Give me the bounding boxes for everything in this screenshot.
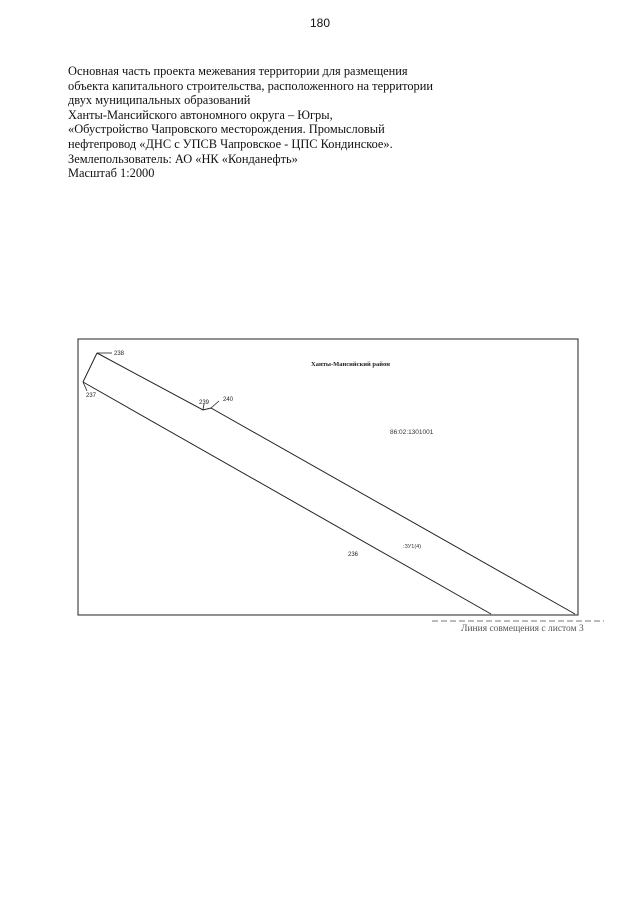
plot-boundary-upper xyxy=(97,353,575,614)
header-line-4: Ханты-Мансийского автономного округа – Югры, xyxy=(68,107,333,122)
point-label-237: 237 xyxy=(86,393,97,399)
plot-boundary-end xyxy=(83,353,97,382)
point-label-238: 238 xyxy=(114,351,125,357)
header-line-5: «Обустройство Чапровского месторождения. Промысловый xyxy=(68,122,385,137)
leader-line-240 xyxy=(211,401,219,408)
plot-boundary-lower xyxy=(83,382,491,614)
plot-label: :ЗУ1(4) xyxy=(403,544,422,550)
junction-line-label: Линия совмещения с листом 3 xyxy=(461,624,584,634)
point-label-239: 239 xyxy=(199,400,210,406)
district-label: Ханты-Мансийский район xyxy=(311,361,390,368)
page-number: 180 xyxy=(309,16,331,30)
header-line-2: объекта капитального строительства, расположенного на территории xyxy=(68,78,433,93)
cadastral-block-label: 86:02:1301001 xyxy=(390,429,434,436)
point-label-240: 240 xyxy=(223,397,234,403)
header-line-7: Землепользователь: АО «НК «Конданефть» xyxy=(68,151,298,166)
header-line-8: Масштаб 1:2000 xyxy=(68,166,155,181)
point-label-236: 236 xyxy=(348,552,359,558)
header-line-6: нефтепровод «ДНС с УПСВ Чапровское - ЦПС Кондинское». xyxy=(68,136,393,151)
header-line-3: двух муниципальных образований xyxy=(68,93,251,108)
header-line-1: Основная часть проекта межевания территории для размещения xyxy=(68,64,408,78)
